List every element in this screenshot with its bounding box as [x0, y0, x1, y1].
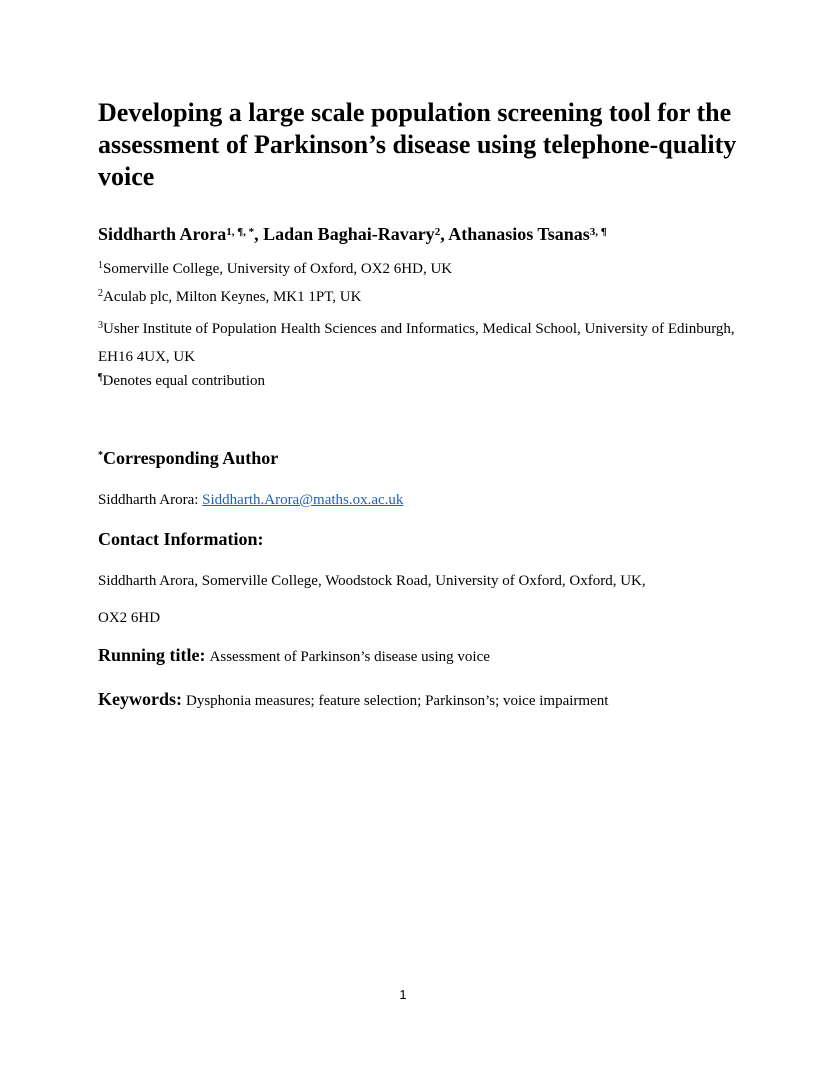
affiliation-text: Aculab plc, Milton Keynes, MK1 1PT, UK — [103, 289, 362, 305]
corresponding-heading-text: Corresponding Author — [103, 448, 279, 468]
running-title — [98, 645, 490, 666]
affiliation-1 — [98, 259, 738, 279]
corresponding-email-link[interactable]: Siddharth.Arora@maths.ox.ac.uk — [202, 492, 404, 508]
affiliation-text: Somerville College, University of Oxford, OX2 6HD, UK — [103, 261, 453, 277]
author-marks: 3, ¶ — [589, 226, 607, 238]
running-title-value: Assessment of Parkinson’s disease using voice — [209, 649, 490, 665]
page-number: 1 — [399, 987, 407, 1002]
running-title-label: Running title: — [98, 645, 206, 665]
affiliation-2 — [98, 287, 738, 307]
author-list — [98, 221, 738, 247]
author-name: Athanasios Tsanas — [448, 224, 590, 244]
contact-line-2: OX2 6HD — [98, 610, 161, 626]
author-marks: 1, ¶, * — [226, 226, 255, 238]
keywords-value: Dysphonia measures; feature selection; Parkinson’s; voice impairment — [186, 693, 609, 709]
contact-heading: Contact Information: — [98, 529, 264, 549]
author-name: Ladan Baghai-Ravary — [263, 224, 435, 244]
affiliation-3 — [98, 315, 738, 371]
affiliation-mark: 1 — [98, 260, 103, 271]
corresponding-author-heading — [98, 446, 278, 470]
author-separator: , — [254, 224, 264, 244]
contact-line-1: Siddharth Arora, Somerville College, Woodstock Road, University of Oxford, Oxford, UK, — [98, 573, 646, 589]
paper-title: Developing a large scale population screening tool for the assessment of Parkinson’s disease using telephone-quality voice — [98, 98, 737, 191]
affiliation-mark: 2 — [98, 288, 103, 299]
corresponding-name: Siddharth Arora: — [98, 492, 203, 508]
author-name: Siddharth Arora — [98, 224, 227, 244]
affiliation-text: Usher Institute of Population Health Sciences and Informatics, Medical School, University of Edinburgh, EH16 4UX, UK — [98, 321, 735, 365]
corresponding-mark: * — [98, 450, 103, 461]
keywords-label: Keywords: — [98, 689, 182, 709]
affiliation-mark: ¶ — [98, 372, 103, 383]
author-separator: , — [440, 224, 449, 244]
author-marks: 2 — [434, 226, 441, 238]
equal-contribution-note — [98, 371, 738, 391]
keywords — [98, 689, 608, 710]
corresponding-author-line — [98, 490, 403, 510]
affiliation-text: Denotes equal contribution — [102, 373, 265, 389]
affiliation-mark: 3 — [98, 320, 103, 331]
